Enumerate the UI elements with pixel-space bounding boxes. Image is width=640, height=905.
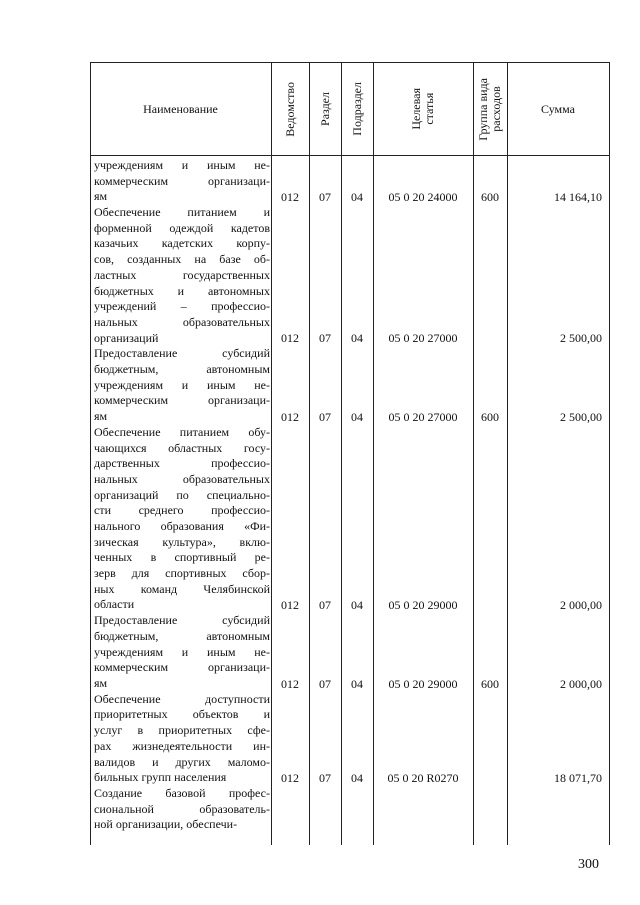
row-name-line: ластных государственных xyxy=(94,267,270,282)
row-name-line: зическая культура», вклю- xyxy=(94,534,270,549)
row-name-line: области xyxy=(94,597,135,612)
header-vedomstvo-label: Ведомство xyxy=(282,81,297,137)
row-name-line: ченных в спортивный ре- xyxy=(94,550,270,565)
row-name-line: форменной одеждой кадетов xyxy=(94,220,270,235)
row-name-line: ям xyxy=(94,676,108,691)
row-name-line: организаций по специально- xyxy=(94,487,270,502)
row-summa: 2 000,00 xyxy=(560,598,602,613)
row-razdel: 07 xyxy=(319,409,331,424)
row-name-line: ных команд Челябинской xyxy=(94,581,270,596)
col-border xyxy=(507,63,508,845)
header-summa-label: Сумма xyxy=(541,101,575,116)
row-name xyxy=(94,205,270,346)
row-name-line: ям xyxy=(94,409,108,424)
row-name-line: сов, созданных на базе об- xyxy=(94,252,270,267)
row-name-line: нальных образовательных xyxy=(94,471,270,486)
row-name-line: зерв для спортивных сбор- xyxy=(94,566,270,581)
header-vedomstvo xyxy=(271,63,309,155)
row-name-line: учреждений – профессио- xyxy=(94,299,270,314)
row-celevaya: 05 0 20 29000 xyxy=(388,676,458,691)
col-border xyxy=(309,63,310,845)
row-summa: 2 500,00 xyxy=(560,331,602,346)
row-razdel: 07 xyxy=(319,331,331,346)
header-gruppa-line1: Группа вида xyxy=(476,77,490,141)
row-summa: 18 071,70 xyxy=(554,770,602,785)
row-name-line: чающихся областных госу- xyxy=(94,440,270,455)
row-vedomstvo xyxy=(271,817,309,833)
col-border xyxy=(609,63,610,845)
row-podrazdel: 04 xyxy=(351,189,363,204)
header-gruppa-line2: расходов xyxy=(489,86,503,132)
row-name-line: рах жизнедеятельности ин- xyxy=(94,738,270,753)
header-podrazdel xyxy=(341,63,373,155)
row-name xyxy=(94,425,270,613)
col-border xyxy=(90,63,91,845)
row-podrazdel: 04 xyxy=(351,598,363,613)
row-name-line: ной организации, обеспечи- xyxy=(94,817,238,832)
row-name-line: Обеспечение доступности xyxy=(94,691,270,706)
row-name-line: коммерческим организаци- xyxy=(94,173,270,188)
row-name-line: бильных групп населения xyxy=(94,770,227,785)
row-name-line: организаций xyxy=(94,330,159,345)
col-border xyxy=(271,63,272,845)
header-razdel-label: Раздел xyxy=(317,92,332,126)
row-gruppa: 600 xyxy=(481,676,499,691)
row-vedomstvo: 012 xyxy=(281,676,299,691)
header-gruppa-label xyxy=(477,78,503,141)
row-celevaya: 05 0 20 R0270 xyxy=(387,770,459,785)
row-gruppa: 600 xyxy=(481,189,499,204)
row-razdel xyxy=(309,817,341,833)
row-name-line: Обеспечение питанием обу- xyxy=(94,424,270,439)
row-celevaya: 05 0 20 29000 xyxy=(388,598,458,613)
header-name xyxy=(90,63,271,155)
header-name-label: Наименование xyxy=(143,101,218,116)
row-celevaya: 05 0 20 27000 xyxy=(388,331,458,346)
row-name xyxy=(94,346,270,424)
row-razdel: 07 xyxy=(319,770,331,785)
row-name-line: коммерческим организаци- xyxy=(94,393,270,408)
row-name-line: услуг в приоритетных сфе- xyxy=(94,723,270,738)
row-podrazdel xyxy=(341,817,373,833)
row-podrazdel: 04 xyxy=(351,676,363,691)
row-summa xyxy=(507,817,602,833)
row-name-line: бюджетным, автономным xyxy=(94,628,270,643)
row-podrazdel: 04 xyxy=(351,770,363,785)
row-name-line: бюджетных и автономных xyxy=(94,283,270,298)
row-name-line: Обеспечение питанием и xyxy=(94,205,270,220)
row-name-line: Создание базовой профес- xyxy=(94,786,270,800)
budget-table xyxy=(90,62,610,845)
col-border xyxy=(473,63,474,845)
row-summa: 14 164,10 xyxy=(554,189,602,204)
row-name xyxy=(94,613,270,691)
header-celevaya-label xyxy=(410,88,436,130)
row-name-line: коммерческим организаци- xyxy=(94,660,270,675)
row-razdel: 07 xyxy=(319,676,331,691)
row-summa: 2 000,00 xyxy=(560,676,602,691)
header-razdel xyxy=(309,63,341,155)
header-celevaya-line2: статья xyxy=(422,93,436,125)
header-celevaya xyxy=(373,63,473,155)
row-celevaya: 05 0 20 24000 xyxy=(388,189,458,204)
row-gruppa xyxy=(473,597,507,613)
row-gruppa: 600 xyxy=(481,409,499,424)
header-celevaya-line1: Целевая xyxy=(409,88,423,130)
row-name xyxy=(94,158,270,205)
page-number: 300 xyxy=(578,857,599,872)
col-border xyxy=(373,63,374,845)
row-name xyxy=(94,786,270,833)
row-razdel: 07 xyxy=(319,189,331,204)
row-name-line: дарственных профессио- xyxy=(94,456,270,471)
row-name-line: приоритетных объектов и xyxy=(94,707,270,722)
row-gruppa xyxy=(473,817,507,833)
row-name-line: нальных образовательных xyxy=(94,314,270,329)
row-vedomstvo: 012 xyxy=(281,409,299,424)
row-name-line: сиональной образователь- xyxy=(94,801,270,816)
row-summa: 2 500,00 xyxy=(560,409,602,424)
row-name-line: валидов и других маломо- xyxy=(94,754,270,769)
row-name-line: сти среднего профессио- xyxy=(94,503,270,518)
row-name-line: учреждениям и иным не- xyxy=(94,158,270,172)
row-name xyxy=(94,692,270,786)
row-name-line: учреждениям и иным не- xyxy=(94,377,270,392)
row-vedomstvo: 012 xyxy=(281,331,299,346)
header-podrazdel-label: Подраздел xyxy=(349,82,364,136)
row-name-line: Предоставление субсидий xyxy=(94,613,270,628)
row-podrazdel: 04 xyxy=(351,409,363,424)
row-vedomstvo: 012 xyxy=(281,770,299,785)
row-name-line: казачьих кадетских корпу- xyxy=(94,236,270,251)
col-border xyxy=(341,63,342,845)
row-podrazdel: 04 xyxy=(351,331,363,346)
row-gruppa xyxy=(473,330,507,346)
header-summa xyxy=(507,63,609,155)
row-razdel: 07 xyxy=(319,598,331,613)
header-gruppa xyxy=(473,63,507,155)
row-celevaya: 05 0 20 27000 xyxy=(388,409,458,424)
row-vedomstvo: 012 xyxy=(281,598,299,613)
row-name-line: ям xyxy=(94,189,108,204)
row-name-line: Предоставление субсидий xyxy=(94,346,270,361)
row-celevaya xyxy=(373,817,473,833)
row-name-line: нального образования «Фи- xyxy=(94,519,270,534)
row-name-line: учреждениям и иным не- xyxy=(94,644,270,659)
row-gruppa xyxy=(473,770,507,786)
header-divider xyxy=(90,155,610,156)
row-vedomstvo: 012 xyxy=(281,189,299,204)
row-name-line: бюджетным, автономным xyxy=(94,362,270,377)
